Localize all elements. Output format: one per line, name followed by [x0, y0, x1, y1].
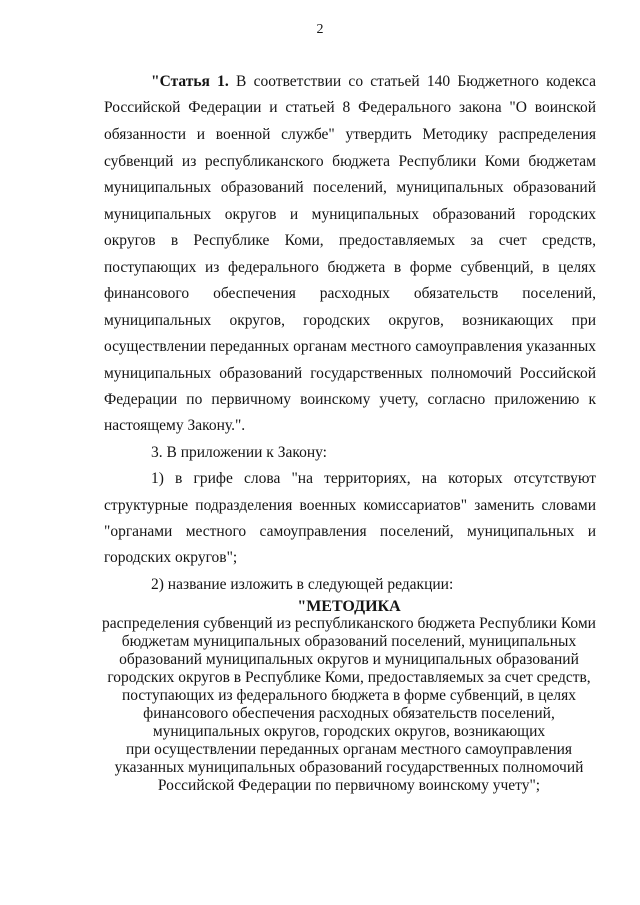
methodology-line: муниципальных округов, городских округов, возникающих	[152, 723, 546, 740]
subitem-1-line: городских округов";	[104, 549, 238, 566]
item-3-heading: 3. В приложении к Закону:	[151, 444, 327, 461]
article-line: осуществлении переданных органам местного самоуправления указанных	[104, 338, 596, 355]
methodology-line: распределения субвенций из республиканского бюджета Республики Коми	[102, 615, 596, 632]
article-line	[151, 73, 596, 91]
methodology-line: городских округов в Республике Коми, предоставляемых за счет средств,	[107, 669, 591, 686]
subitem-1-line: "органами местного самоуправления поселений, муниципальных и	[104, 523, 596, 540]
article-line: финансового обеспечения расходных обязательств поселений,	[104, 285, 596, 302]
article-line: муниципальных образований поселений, муниципальных образований	[104, 179, 596, 196]
methodology-line: образований муниципальных округов и муниципальных образований	[119, 651, 579, 668]
methodology-line: поступающих из федерального бюджета в форме субвенций, в целях	[121, 687, 577, 704]
article-line: Российской Федерации и статьей 8 Федерального закона "О воинской	[104, 99, 596, 116]
methodology-title: "МЕТОДИКА	[297, 598, 401, 615]
subitem-1-line: 1) в грифе слова "на территориях, на которых отсутствуют	[151, 470, 596, 487]
article-line: муниципальных образований государственных полномочий Российской	[104, 365, 596, 382]
subitem-2-line: 2) название изложить в следующей редакции:	[151, 576, 454, 593]
methodology-line: при осуществлении переданных органам местного самоуправления	[125, 741, 573, 758]
article-label: "Статья 1.	[151, 73, 229, 90]
page-number: 2	[316, 22, 324, 37]
methodology-line: Российской Федерации по первичному воинскому учету";	[157, 777, 541, 794]
article-line: настоящему Закону.".	[104, 417, 246, 434]
article-line: субвенций из республиканского бюджета Республики Коми бюджетам	[104, 153, 596, 170]
article-line: муниципальных округов, городских округов, возникающих при	[104, 312, 596, 329]
article-first-line: В соответствии со статьей 140 Бюджетного кодекса	[228, 73, 596, 90]
methodology-line: финансового обеспечения расходных обязательств поселений,	[143, 705, 555, 722]
article-line: муниципальных округов и муниципальных образований городских	[104, 206, 596, 223]
article-line: обязанности и военной службе" утвердить Методику распределения	[104, 126, 596, 143]
article-line: поступающих из федерального бюджета в форме субвенций, в целях	[104, 259, 596, 276]
article-line: Федерации по первичному воинскому учету, согласно приложению к	[104, 391, 596, 408]
methodology-line: указанных муниципальных образований государственных полномочий	[114, 759, 584, 776]
subitem-1-line: структурные подразделения военных комиссариатов" заменить словами	[104, 497, 596, 514]
article-line: округов в Республике Коми, предоставляемых за счет средств,	[104, 232, 596, 249]
methodology-line: бюджетам муниципальных образований поселений, муниципальных	[121, 633, 577, 650]
